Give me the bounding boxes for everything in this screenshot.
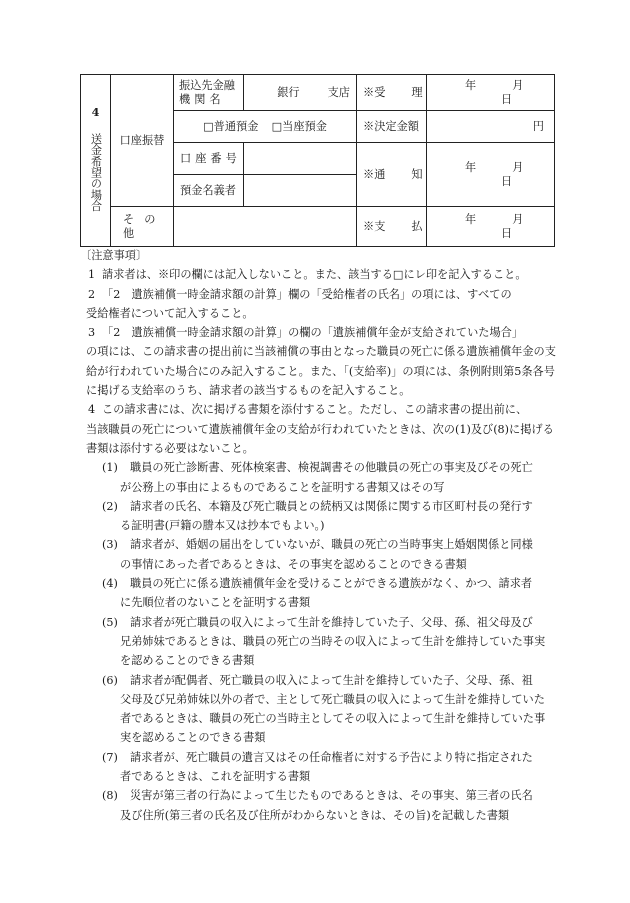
attachment-number: (2): [102, 499, 118, 513]
attachment-number: (6): [102, 673, 118, 687]
date-day: 日: [501, 226, 513, 240]
note-item: [80, 285, 556, 324]
attachment-item: [80, 613, 556, 671]
notice-label: [357, 143, 427, 207]
attachment-text-continued: に先順位者のないことを証明する書類: [120, 596, 311, 610]
attachment-text-continued: が公務上の事由によるものであることを証明する書類又はその写: [120, 480, 445, 494]
branch-suffix: 支店: [327, 85, 350, 99]
ordinary-deposit-checkbox[interactable]: □普通預金: [203, 119, 259, 133]
deposit-type-field[interactable]: [174, 111, 357, 143]
note-text-continued: 受給権者について記入すること。: [86, 306, 254, 320]
attachment-text-continued: の事情にあった者であるときは、その事実を認めることのできる書類: [120, 557, 467, 571]
receipt-date-field[interactable]: [427, 75, 555, 111]
attachment-text: 請求者の氏名、本籍及び死亡職員との続柄又は関係に関する市区町村長の発行す: [130, 499, 533, 513]
account-holder-label: 預金名義者: [174, 175, 244, 207]
note-item: [80, 265, 556, 284]
notice-label-end: 知: [411, 167, 423, 181]
attachment-text-continued: 兄弟姉妹であるときは、職員の死亡の当時その収入によって生計を維持していた事実を認めることのできる書類: [120, 634, 546, 668]
note-text: 請求者は、※印の欄には記入しないこと。また、該当する□にレ印を記入すること。: [102, 268, 527, 282]
decision-amount-field[interactable]: [427, 111, 555, 143]
note-text-continued: 当該職員の死亡について遺族補償年金の支給が行われていたときは、次の(1)及び(8)に掲げる書類は添付する必要はないこと。: [86, 422, 554, 455]
attachment-text-continued: 者であるときは、これを証明する書類: [120, 770, 311, 784]
note-text: 「2 遺族補償一時金請求額の計算」欄の「受給権者の氏名」の項には、すべての: [102, 287, 512, 301]
attachment-text-continued: る証明書(戸籍の謄本又は抄本でもよい。): [120, 519, 325, 533]
bank-suffix: 銀行: [277, 85, 300, 99]
attachment-item: [80, 574, 556, 613]
account-number-field[interactable]: [244, 143, 357, 175]
attachment-item: [80, 786, 556, 825]
note-number: 2: [88, 287, 96, 301]
notice-label-mark: ※通: [363, 167, 386, 181]
attachment-text: 請求者が配偶者、死亡職員の収入によって生計を維持していた子、父母、孫、祖: [130, 673, 533, 687]
receipt-label: [357, 75, 427, 111]
payment-label-mark: ※支: [363, 219, 386, 233]
date-day: 日: [501, 92, 513, 106]
note-text: この請求書には、次に掲げる書類を添付すること。ただし、この請求書の提出前に、: [102, 403, 528, 417]
attachment-text: 職員の死亡に係る遺族補償年金を受けることができる遺族がなく、かつ、請求者: [130, 577, 533, 591]
receipt-label-mark: ※受: [363, 85, 386, 99]
attachment-item: [80, 458, 556, 497]
attachment-number: (1): [102, 461, 118, 475]
note-text: 「2 遺族補償一時金請求額の計算」の欄の「遺族補償年金が支給されていた場合」: [102, 326, 524, 340]
bank-name-field[interactable]: [244, 75, 357, 111]
attachment-number: (8): [102, 789, 118, 803]
attachment-item: [80, 535, 556, 574]
remittance-form-table: [80, 74, 555, 247]
attachment-text-continued: 及び住所(第三者の氏名及び住所がわからないときは、その旨)を記載した書類: [120, 808, 510, 822]
date-year: 年: [465, 212, 477, 226]
notes-title: 〔注意事項〕: [80, 249, 148, 262]
note-item: [80, 400, 556, 458]
payment-label-end: 払: [411, 219, 423, 233]
bank-label-line1: 振込先金融: [179, 78, 235, 92]
other-field[interactable]: [174, 207, 357, 247]
attachment-number: (7): [102, 750, 118, 764]
date-year: 年: [465, 78, 477, 92]
decision-amount-label: ※決定金額: [357, 111, 427, 143]
payment-date-field[interactable]: [427, 207, 555, 247]
note-number: 3: [88, 326, 96, 340]
other-label: その他: [111, 207, 174, 247]
section-4-header: [81, 75, 111, 247]
attachment-item: [80, 497, 556, 536]
date-month: 月: [512, 160, 524, 174]
attachment-number: (3): [102, 538, 118, 552]
account-transfer-label: 口座振替: [111, 75, 174, 207]
section-title: 送金希望の場合: [89, 133, 103, 212]
date-year: 年: [465, 160, 477, 174]
note-number: 1: [88, 268, 96, 282]
section-number: 4: [91, 105, 100, 120]
attachment-item: [80, 671, 556, 748]
payment-label: [357, 207, 427, 247]
date-day: 日: [501, 174, 513, 188]
attachment-number: (5): [102, 615, 118, 629]
note-text-continued: の項には、この請求書の提出前に当該補償の事由となった職員の死亡に係る遺族補償年金の支給が行われていた場合にのみ記入すること。また、「(支給率)」の項には、条例附則第5条各号に掲げる支給率のうち、請求者の該当するものを記入すること。: [86, 345, 556, 398]
attachment-number: (4): [102, 577, 118, 591]
account-holder-field[interactable]: [244, 175, 357, 207]
account-number-label: 口座番号: [174, 143, 244, 175]
bank-name-label: [174, 75, 244, 111]
date-month: 月: [512, 212, 524, 226]
receipt-label-end: 理: [411, 85, 423, 99]
attachment-text: 職員の死亡診断書、死体検案書、検視調書その他職員の死亡の事実及びその死亡: [130, 461, 533, 475]
yen-unit: 円: [532, 119, 544, 133]
notes-section: [80, 246, 556, 825]
attachment-text: 請求者が死亡職員の収入によって生計を維持していた子、父母、孫、祖父母及び: [130, 615, 533, 629]
notice-date-field[interactable]: [427, 143, 555, 207]
attachment-text-continued: 父母及び兄弟姉妹以外の者で、主として死亡職員の収入によって生計を維持していた者であるときは、職員の死亡の当時主としてその収入によって生計を維持していた事実を認めることのできる書類: [120, 692, 546, 745]
note-number: 4: [88, 403, 96, 417]
date-month: 月: [512, 78, 524, 92]
bank-label-line2: 機関名: [179, 92, 225, 106]
note-item: [80, 323, 556, 400]
attachment-item: [80, 748, 556, 787]
attachment-text: 請求者が、婚姻の届出をしていないが、職員の死亡の当時事実上婚姻関係と同様: [130, 538, 533, 552]
current-deposit-checkbox[interactable]: □当座預金: [271, 119, 327, 133]
attachment-text: 請求者が、死亡職員の遺言又はその任命権者に対する予告により特に指定された: [130, 750, 533, 764]
attachment-text: 災害が第三者の行為によって生じたものであるときは、その事実、第三者の氏名: [130, 789, 533, 803]
